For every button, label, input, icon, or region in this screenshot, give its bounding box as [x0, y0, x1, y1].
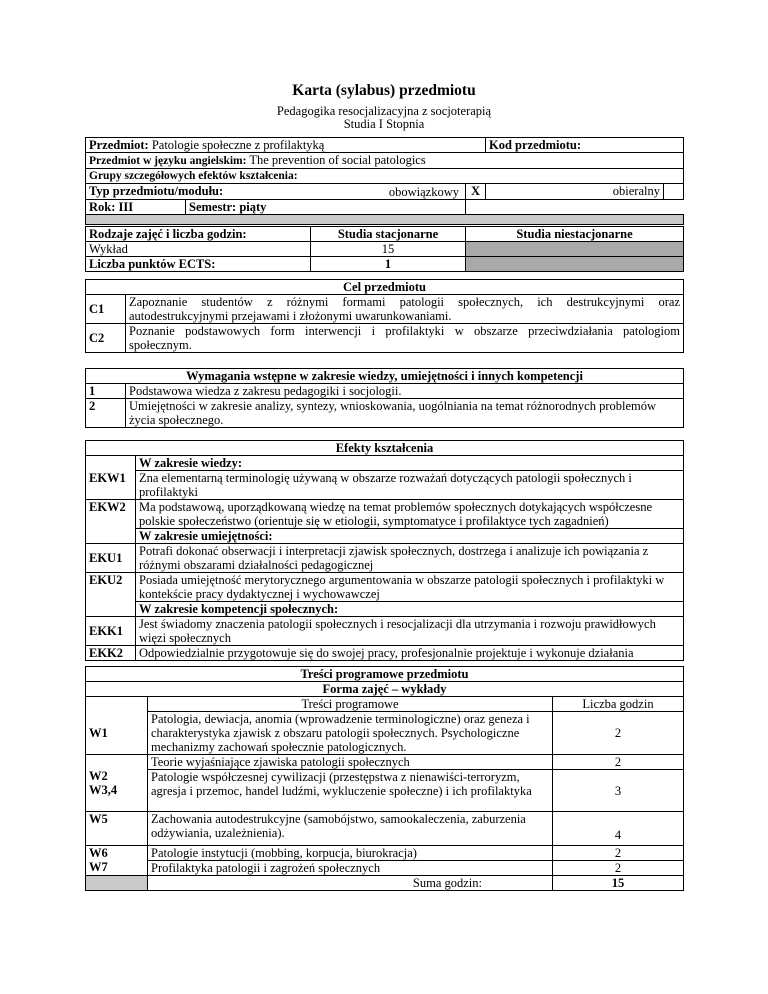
ects-part-time — [466, 257, 684, 272]
outcome-text: Ma podstawową, uporządkowaną wiedzę na temat problemów społecznych dotykających współczesne polskie społeczeństwo (orientuje się w etiologii, symptomatyce i profilaktyce tych zagadnień) — [136, 500, 684, 529]
content-hours: 2 — [553, 755, 684, 770]
outcome-text: Jest świadomy znaczenia patologii społecznych i resocjalizacji dla utrzymania i rozwoju prawidłowych więzi społecznych — [136, 617, 684, 646]
effect-groups-label: Grupy szczegółowych efektów kształcenia: — [86, 169, 684, 184]
elective-option: obieralny — [486, 184, 664, 200]
objective-code: C2 — [86, 324, 126, 353]
row-code: W2 — [89, 769, 108, 783]
row-code-group — [86, 755, 148, 812]
sum-value: 15 — [553, 876, 684, 891]
ects-label: Liczba punktów ECTS: — [86, 257, 311, 272]
content-text: Patologie instytucji (mobbing, korpucja, biurokracja) — [148, 846, 553, 861]
row-code: W1 — [86, 697, 148, 755]
competence-subheading: W zakresie kompetencji społecznych: — [136, 602, 684, 617]
requirement-code: 1 — [86, 384, 126, 399]
outcome-code: EKK2 — [86, 646, 136, 661]
requirement-code: 2 — [86, 399, 126, 428]
outcome-code: EKU1 — [86, 544, 136, 573]
col-part-time: Studia niestacjonarne — [466, 227, 684, 242]
requirement-text: Umiejętności w zakresie analizy, syntezy, wnioskowania, uogólniania na temat różnorodnych problemów życia społecznego. — [126, 399, 684, 428]
content-text: Profilaktyka patologii i zagrożeń społecznych — [148, 861, 553, 876]
row-code: W6 — [89, 846, 108, 860]
lecture-part-time — [466, 242, 684, 257]
hours-table — [85, 226, 684, 272]
content-text: Teorie wyjaśniające zjawiska patologii społecznych — [148, 755, 553, 770]
year-label: Rok: — [89, 200, 116, 214]
outcomes-heading: Efekty kształcenia — [86, 441, 684, 456]
info-table — [85, 137, 684, 225]
content-hours: 4 — [553, 812, 684, 846]
col-full-time: Studia stacjonarne — [311, 227, 466, 242]
year-value: III — [118, 200, 134, 214]
row-code: W7 — [89, 860, 108, 874]
skills-subheading: W zakresie umiejętności: — [136, 529, 684, 544]
type-label: Typ przedmiotu/modułu: — [89, 184, 224, 198]
subject-label: Przedmiot: — [89, 138, 149, 152]
outcome-code: EKU2 — [86, 573, 136, 617]
row-code: W3,4 — [89, 783, 118, 797]
subject-en-value: The prevention of social patologics — [249, 153, 426, 167]
year-cell — [86, 200, 186, 215]
outcome-text: Zna elementarną terminologię używaną w obszarze rozważań dotyczących patologii społecznych i profilaktyki — [136, 471, 684, 500]
outcome-text: Posiada umiejętność merytorycznego argumentowania w obszarze patologii społecznych i profilaktyki w kontekście pracy dydaktycznej i wychowawczej — [136, 573, 684, 602]
content-hours: 2 — [553, 846, 684, 861]
grey-separator — [86, 215, 684, 225]
outcome-code: EKW2 — [86, 500, 136, 544]
outcome-code: EKK1 — [86, 617, 136, 646]
semester-cell — [186, 200, 466, 215]
document-title: Karta (sylabus) przedmiotu — [292, 82, 476, 99]
requirements-table — [85, 368, 684, 428]
lecture-label: Wykład — [86, 242, 311, 257]
elective-mark — [664, 184, 684, 200]
knowledge-subheading: W zakresie wiedzy: — [136, 456, 684, 471]
outcome-text: Odpowiedzialnie przygotowuje się do swojej pracy, profesjonalnie projektuje i wykonuje działania — [136, 646, 684, 661]
row-code-group — [86, 846, 148, 876]
lecture-full-time: 15 — [311, 242, 466, 257]
sum-label: Suma godzin: — [148, 876, 553, 891]
content-hours: 2 — [553, 861, 684, 876]
objectives-heading: Cel przedmiotu — [86, 280, 684, 295]
content-hours: 3 — [553, 770, 684, 812]
outcome-text: Potrafi dokonać obserwacji i interpretacji zjawisk społecznych, dostrzega i analizuje ich powiązania z różnymi obszarami działalności pedagogicznej — [136, 544, 684, 573]
subject-code-label: Kod przedmiotu: — [486, 138, 684, 153]
subject-en-label: Przedmiot w języku angielskim: — [89, 155, 247, 167]
subject-en-cell — [86, 153, 684, 169]
mandatory-option: obowiązkowy — [388, 185, 459, 199]
subject-cell — [86, 138, 486, 153]
row-code: W5 — [86, 812, 148, 846]
content-text: Patologie współczesnej cywilizacji (przestępstwa z nienawiści-terroryzm, agresja i przemoc, handel ludźmi, wykluczenie społeczne) i ich profilaktyka — [148, 770, 553, 812]
outcomes-table — [85, 440, 684, 661]
hours-label: Rodzaje zajęć i liczba godzin: — [86, 227, 311, 242]
content-text: Zachowania autodestrukcyjne (samobójstwo, samookaleczenia, zaburzenia odżywiania, uzależnienia). — [148, 812, 553, 846]
content-table — [85, 666, 684, 891]
outcome-code: EKW1 — [86, 456, 136, 500]
objective-text: Poznanie podstawowych form interwencji i profilaktyki w obszarze przeciwdziałania patologiom społecznym. — [126, 324, 684, 353]
program-name: Pedagogika resocjalizacyjna z socjoterapią — [276, 104, 492, 118]
content-heading: Treści programowe przedmiotu — [86, 667, 684, 682]
study-level: Studia I Stopnia — [343, 117, 425, 131]
col-content: Treści programowe — [148, 697, 553, 712]
objectives-table — [85, 279, 684, 353]
requirements-heading: Wymagania wstępne w zakresie wiedzy, umiejętności i innych kompetencji — [86, 369, 684, 384]
content-text: Patologia, dewiacja, anomia (wprowadzenie terminologiczne) oraz geneza i charakterystyka zjawisk z obszaru patologii społecznych. Psychologiczne mechanizmy zachowań społecznie patologicznych. — [148, 712, 553, 755]
objective-text: Zapoznanie studentów z różnymi formami patologii społecznych, ich destrukcyjnymi oraz autodestrukcyjnymi przejawami i złożonymi uwarunkowaniami. — [126, 295, 684, 324]
content-hours: 2 — [553, 712, 684, 755]
ects-full-time: 1 — [311, 257, 466, 272]
sum-grey-cell — [86, 876, 148, 891]
subject-value: Patologie społeczne z profilaktyką — [151, 138, 325, 152]
mandatory-mark: X — [466, 184, 486, 200]
type-cell — [86, 184, 466, 200]
col-hours: Liczba godzin — [553, 697, 684, 712]
semester-value: piąty — [239, 200, 267, 214]
semester-label: Semestr: — [189, 200, 237, 214]
objective-code: C1 — [86, 295, 126, 324]
lecture-form: Forma zajęć – wykłady — [86, 682, 684, 697]
requirement-text: Podstawowa wiedza z zakresu pedagogiki i socjologii. — [126, 384, 684, 399]
